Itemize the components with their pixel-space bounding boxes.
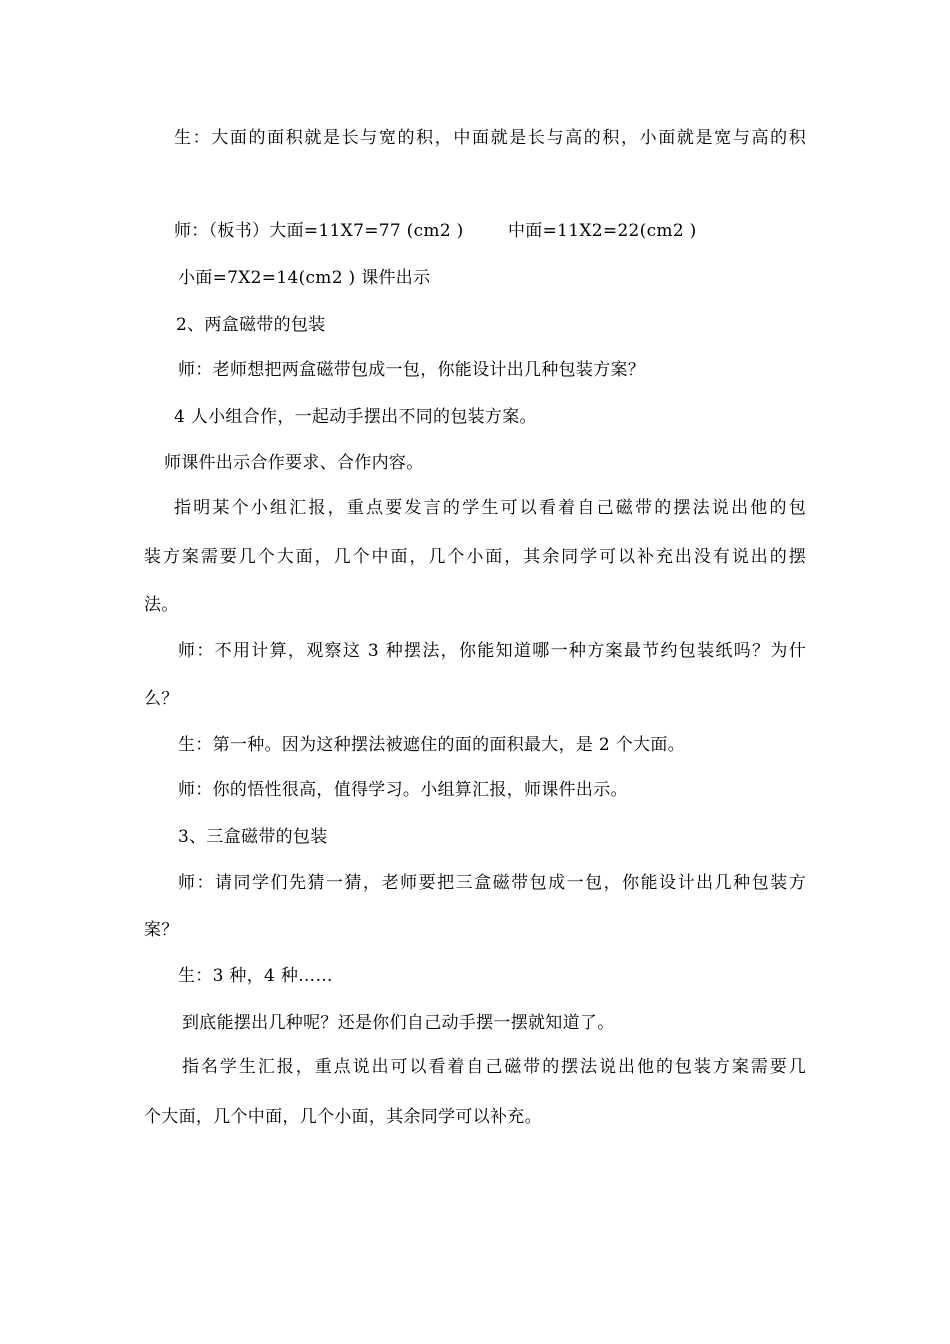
paragraph-line: 师：老师想把两盒磁带包成一包，你能设计出几种包装方案？ — [178, 360, 646, 380]
paragraph-line: 师：请同学们先猜一猜，老师要把三盒磁带包成一包，你能设计出几种包装方 — [178, 873, 806, 893]
paragraph-line: 师课件出示合作要求、合作内容。 — [164, 453, 424, 473]
paragraph-line: 个大面，几个中面，几个小面，其余同学可以补充。 — [144, 1107, 542, 1127]
paragraph-line: 中面=11X2=22(cm2 ) — [508, 221, 697, 241]
paragraph-line: 生：第一种。因为这种摆法被遮住的面的面积最大，是 2 个大面。 — [178, 735, 685, 755]
paragraph-line: 生：大面的面积就是长与宽的积，中面就是长与高的积，小面就是宽与高的积 — [174, 128, 806, 148]
paragraph-line: 法。 — [144, 595, 179, 615]
section-heading: 2、两盒磁带的包装 — [176, 315, 326, 335]
paragraph-line: 指名学生汇报，重点说出可以看着自己磁带的摆法说出他的包装方案需要几 — [182, 1057, 806, 1077]
section-heading: 3、三盒磁带的包装 — [178, 827, 328, 847]
paragraph-line: 案？ — [144, 920, 179, 940]
paragraph-line: 师：你的悟性很高，值得学习。小组算汇报，师课件出示。 — [178, 780, 628, 800]
paragraph-line: 到底能摆出几种呢？还是你们自己动手摆一摆就知道了。 — [182, 1013, 615, 1033]
paragraph-line: 指明某个小组汇报，重点要发言的学生可以看着自己磁带的摆法说出他的包 — [174, 498, 806, 518]
paragraph-line: 4 人小组合作，一起动手摆出不同的包装方案。 — [174, 407, 537, 427]
paragraph-line: 师：（板书）大面=11X7=77 (cm2 ) — [174, 221, 464, 241]
paragraph-line: 装方案需要几个大面，几个中面，几个小面，其余同学可以补充出没有说出的摆 — [144, 547, 806, 567]
paragraph-line: 师：不用计算，观察这 3 种摆法，你能知道哪一种方案最节约包装纸吗？为什 — [178, 641, 806, 661]
paragraph-line: 么？ — [144, 689, 179, 709]
paragraph-line: 生：3 种，4 种…… — [178, 966, 333, 986]
paragraph-line: 小面=7X2=14(cm2 ) 课件出示 — [178, 268, 431, 288]
